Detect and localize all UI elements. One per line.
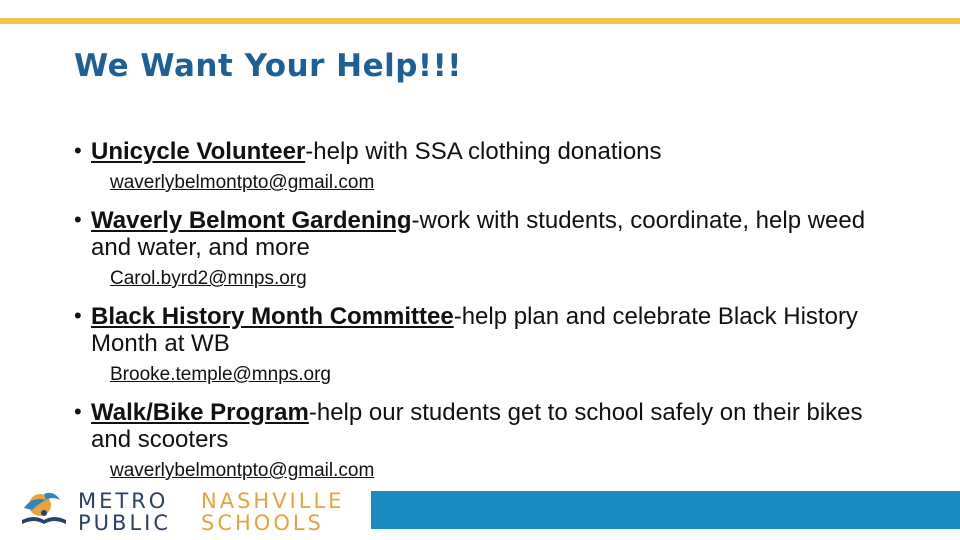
email-link[interactable]: waverlybelmontpto@gmail.com xyxy=(110,172,375,193)
item-title: Black History Month Committee xyxy=(91,303,454,330)
volunteer-list xyxy=(74,138,894,482)
logo-nashville: NASHVILLE xyxy=(201,489,345,513)
sun-book-icon xyxy=(22,493,66,524)
slide-title: We Want Your Help!!! xyxy=(74,48,462,84)
item-description: -work with students, coordinate, help weed and water, and more xyxy=(91,207,866,261)
email-link[interactable]: waverlybelmontpto@gmail.com xyxy=(110,460,375,481)
bullet: • xyxy=(74,399,82,424)
item-description: -help our students get to school safely on their bikes and scooters xyxy=(91,399,863,453)
email-link[interactable]: Carol.byrd2@mnps.org xyxy=(110,268,307,289)
item-title: Walk/Bike Program xyxy=(91,399,309,426)
list-item xyxy=(74,207,894,290)
email-link[interactable]: Brooke.temple@mnps.org xyxy=(110,364,331,385)
item-title: Unicycle Volunteer xyxy=(91,138,306,165)
bullet: • xyxy=(74,207,82,232)
list-item xyxy=(74,303,894,386)
item-title: Waverly Belmont Gardening xyxy=(91,207,412,234)
item-description: -help with SSA clothing donations xyxy=(305,138,662,165)
item-description: -help plan and celebrate Black History Month at WB xyxy=(91,303,858,357)
list-item xyxy=(74,138,894,194)
logo-public: PUBLIC xyxy=(78,511,171,532)
logo-metro: METRO xyxy=(78,489,169,513)
mnps-logo xyxy=(18,486,363,532)
top-accent-line xyxy=(0,18,960,24)
footer-bar xyxy=(371,491,960,529)
logo-schools: SCHOOLS xyxy=(201,511,324,532)
bullet: • xyxy=(74,138,82,163)
list-item xyxy=(74,399,894,482)
bullet: • xyxy=(74,303,82,328)
